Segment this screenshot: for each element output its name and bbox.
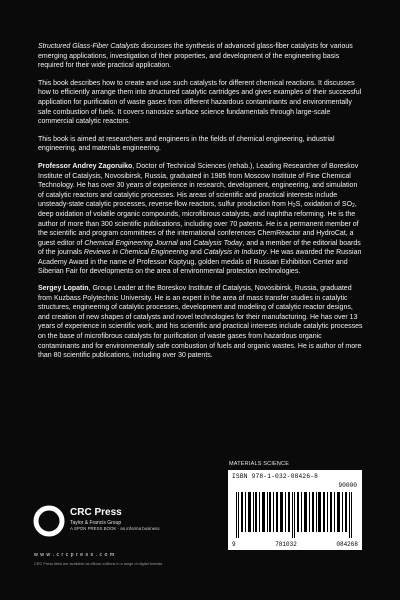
barcode-digits: 9 781032 084268 <box>232 541 358 548</box>
crc-logo-icon <box>33 505 65 537</box>
publisher-name: CRC Press <box>70 507 122 518</box>
intro-paragraph: Structured Glass-Fiber Catalysts discusses the synthesis of advanced glass-fiber catalysts for various emerging applications, investigation of their properties, and development of the engineering basis required for their wide practical application. <box>38 43 353 70</box>
book-title: Structured Glass-Fiber Catalysts <box>38 43 140 50</box>
publisher-url: w w w . c r c p r e s s . c o m <box>34 552 115 558</box>
ebook-note: CRC Press titles are available as eBook editions in a range of digital formats <box>34 562 163 566</box>
summary-paragraph: This book describes how to create and use such catalysts for different chemical reactions. It discusses how to efficiently arrange them into structured catalytic cartridges and gives examples of their successful application for purification of waste gases from different hazardous contaminants and environmentally safe combustion of fuels. It covers nanosize surface science fundamentals through large-scale commercial catalytic reactors. <box>38 79 362 126</box>
author2-bio: Sergey Lopatin, Group Leader at the Boreskov Institute of Catalysis, Novosibirsk, Russia, graduated from Kuzbass Polytechnic University. He is an expert in the area of mass transfer studies in catalytic structures, engineering of catalytic processes, development and modeling of catalytic reactor designs, and creation of new shapes of catalysts and novel technologies for their manufacturing. He has over 13 years of experience in scientific work, and his scientific and practical interests include catalytic processes on the base of microfibrous catalysts for purification of waste gases from hazardous organic contaminants and for environmentally safe combustion of fuels and organic wastes. He is author of more than 80 scientific publications, including over 30 patents. <box>38 285 363 360</box>
audience-paragraph: This book is aimed at researchers and engineers in the fields of chemical engineering, industrial engineering, and materials engineering. <box>38 135 335 153</box>
subject-label: MATERIALS SCIENCE <box>229 461 290 467</box>
price-code: 90000 <box>338 482 357 489</box>
publisher-subtagline: A SPON PRESS BOOK · an informa business <box>70 526 160 531</box>
isbn-barcode <box>228 470 362 550</box>
isbn-number: ISBN 978-1-032-08426-8 <box>232 473 319 480</box>
author1-name: Professor Andrey Zagoruiko <box>38 162 133 170</box>
author1-bio: Professor Andrey Zagoruiko, Doctor of Technical Sciences (rehab.), Leading Researcher of Boreskov Institute of Catalysis, Novosibirsk, Russia, graduated in 1985 from Moscow Institute of Fine Chemical Technology. He has over 30 years of experience in research, development, engineering, and simulation of catalytic reactors and catalytic processes. His areas of scientific and practical interests include unsteady-state catalytic processes, reverse-flow reactors, sulfur production from $H_2S$, oxidation of $SO_2$, deep oxidation of volatile organic compounds, microfibrous catalysts, and naphtha reforming. He is the author of more than 300 scientific publications, including over 70 patents. He is a permanent member of the scientific and program committees of the international conferences ChemReactor and HydroCat, a guest editor of Chemical Engineering Journal and Catalysis Today, and a member of the editorial boards of the journals Reviews in Chemical Engineering and Catalysis in Industry. He was awarded the Russian Academy Award in the name of Professor Koptyug, golden medals of Russian Exhibition Center and Siberian Fair for developments on the area of environmental protection technologies. <box>38 162 362 276</box>
author2-name: Sergey Lopatin <box>38 285 89 293</box>
barcode-icon <box>236 492 354 538</box>
description-text <box>38 42 364 369</box>
crc-logo-text: CRC <box>40 517 58 526</box>
publisher-tagline: Taylor & Francis Group <box>70 520 122 526</box>
